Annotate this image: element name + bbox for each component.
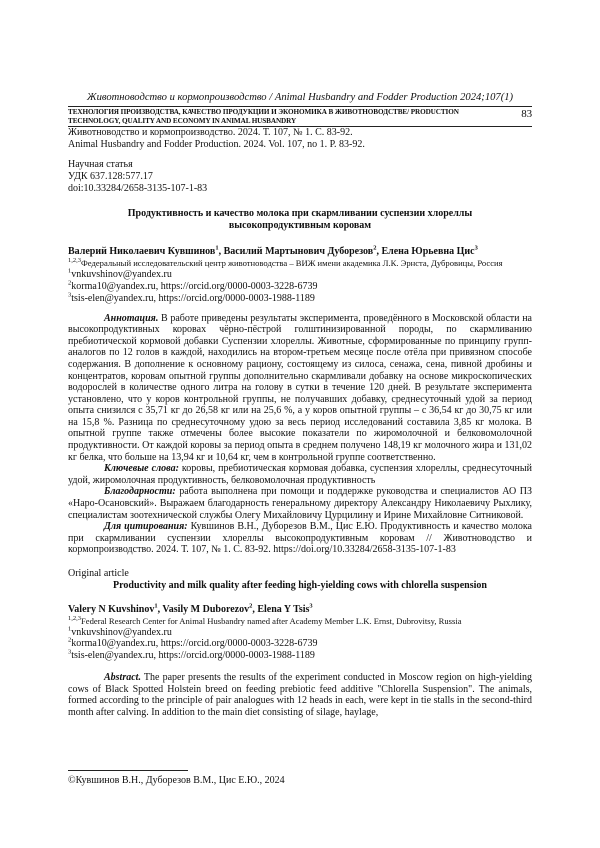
section-title: ТЕХНОЛОГИЯ ПРОИЗВОДСТВА, КАЧЕСТВО ПРОДУКЦИИ И ЭКОНОМИКА В ЖИВОТНОВОДСТВЕ/ PRODUCTION TECHNOLOGY, QUALITY AND ECONOMY IN ANIMAL HUSBANDRY: [68, 108, 459, 125]
affiliation-en: $^{1,2,3}$Federal Research Center for Animal Husbandry named after Academy Member L.K. Ernst, Dubrovitsy, Russia: [68, 614, 462, 626]
email-2: $^2$korma10@yandex.ru, https://orcid.org/0000-0003-3228-6739: [68, 279, 318, 292]
article-type-en: Original article: [68, 568, 129, 580]
author-en-3: Elena Y Tsis: [257, 603, 310, 615]
page-number: 83: [521, 108, 532, 120]
author-1: Валерий Николаевич Кувшинов: [68, 246, 216, 258]
title-en: Productivity and milk quality after feeding high-yielding cows with chlorella suspension: [113, 579, 487, 591]
abstract-en: Abstract. The paper presents the results of the experiment conducted in Moscow region on high-yielding cows of Black Spotted Holstein breed on feeding prebiotic feed additive "Chlorella Suspension". The animals, formed according to the principle of pair analogues with 12 heads in each, were kept in tie stalls in the second-third month after calving. In addition to the main diet consisting of silage, haylage,: [68, 672, 532, 718]
author-en-2: Vasily M Duborezov: [162, 603, 250, 615]
affiliation-ru: $^{1,2,3}$Федеральный исследовательский центр животноводства – ВИЖ имени академика Л.К. Эрнста, Дубровицы, Россия: [68, 257, 503, 269]
article-page: [68, 92, 532, 718]
email-3: $^3$tsis-elen@yandex.ru, https://orcid.org/0000-0003-1988-1189: [68, 291, 315, 304]
email-en-3: $^3$tsis-elen@yandex.ru, https://orcid.org/0000-0003-1988-1189: [68, 648, 315, 662]
authors-ru: Валерий Николаевич Кувшинов$^1$, Василий Мартынович Дуборезов$^2$, Елена Юрьевна Цис$^3$: [68, 244, 478, 258]
citation-ru: Животноводство и кормопроизводство. 2024. Т. 107, № 1. С. 83-92.: [68, 127, 353, 139]
article-type-ru: Научная статья: [68, 159, 133, 171]
udk: УДК 637.128:577.17: [68, 170, 153, 182]
abstract-ru: Аннотация. В работе приведены результаты эксперимента, проведённого в Московской области на высокопродуктивных коровах чёрно-пёстрой голштинизированной породы, по скармливанию пребиотической кормовой добавки Суспензии хлореллы. Животные, сформированные по принципу групп-аналогов по 12 голов в каждой, находились на втором-третьем месяце после отёла при привязном способе содержания. В дополнение к основному рациону, состоящему из силоса, сенажа, сена, пивной дробины и концентратов, коровам опытной группы дополнительно скармливали добавку на основе микроскопических водорослей в количестве одного литра на голову в сутки в течение 120 дней. В результате эксперимента установлено, что у коров контрольной группы, не получавших добавку, среднесуточный удой за период опыта снизился с 35,71 кг до 26,58 кг или на 25,6 %, а у коров опытной группы – с 36,54 кг до 30,75 кг или на 15,8 %. Разница по среднесуточному удою за весь период исследований составила 3,85 кг молока. В опытной группе также отмечены более высокие показатели по жиромолочной и белковомолочной продуктивности. От каждой коровы за период опыта в среднем получено 148,19 кг молочного жира и 131,02 кг белка, что больше на 13,94 кг и 10,64 кг, чем в контрольной группе соответственно.: [68, 312, 532, 463]
author-2: Василий Мартынович Дуборезов: [223, 246, 374, 258]
author-3: Елена Юрьевна Цис: [381, 246, 475, 258]
citation-en: Animal Husbandry and Fodder Production. 2024. Vol. 107, no 1. P. 83-92.: [68, 138, 365, 150]
email-1: $^1$vnkuvshinov@yandex.ru: [68, 267, 172, 281]
footer-rule: [68, 770, 188, 771]
title-ru: Продуктивность и качество молока при скармливании суспензии хлореллы высокопродуктивным коровам: [127, 208, 473, 232]
keywords-ru: Ключевые слова: коровы, пребиотическая кормовая добавка, суспензия хлореллы, среднесуточный удой, жиромолочная продуктивность, белковомолочная продуктивность: [68, 463, 532, 486]
citation-for-ru: Для цитирования: Кувшинов В.Н., Дуборезов В.М., Цис Е.Ю. Продуктивность и качество молока при скармливании суспензии хлореллы высокопродуктивным коровам // Животноводство и кормопроизводство. 2024. Т. 107, № 1. С. 83-92. https://doi.org/10.33284/2658-3135-107-1-83: [68, 521, 533, 556]
authors-en: Valery N Kuvshinov$^1$, Vasily M Duborezov$^2$, Elena Y Tsis$^3$: [68, 602, 313, 615]
acknowledgements-ru: Благодарности: работа выполнена при помощи и поддержке руководства и специалистов АО ПЗ «Наро-Осановский». Выражаем благодарность генеральному директору Александру Николаевичу Рыхлику, специалистам зоотехнической службы Олегу Михайловичу Цурцилину и Ирине Михайловне Ситниковой.: [68, 486, 532, 521]
doi: doi:10.33284/2658-3135-107-1-83: [68, 182, 208, 194]
journal-header: Животноводство и кормопроизводство / Animal Husbandry and Fodder Production 2024;107(1): [86, 92, 514, 103]
email-en-2: $^2$korma10@yandex.ru, https://orcid.org/0000-0003-3228-6739: [68, 637, 318, 650]
section-header: [68, 106, 532, 127]
email-en-1: $^1$vnkuvshinov@yandex.ru: [68, 625, 172, 638]
author-en-1: Valery N Kuvshinov: [68, 603, 155, 615]
copyright-footer: ©Кувшинов В.Н., Дуборезов В.М., Цис Е.Ю., 2024: [68, 775, 285, 786]
